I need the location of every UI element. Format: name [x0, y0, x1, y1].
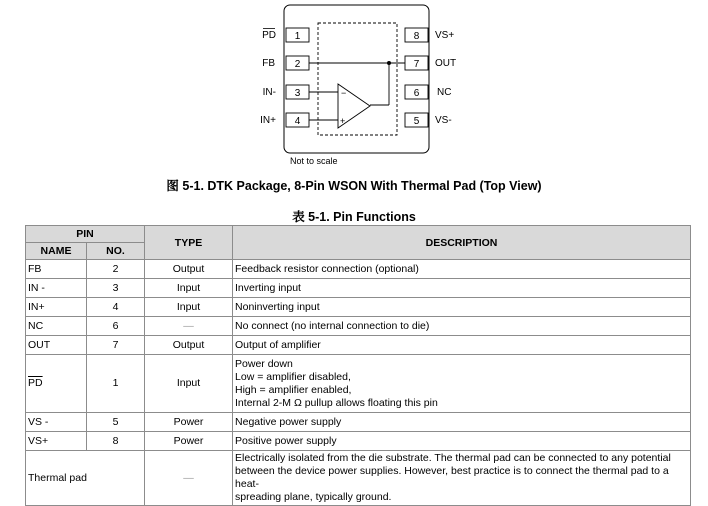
pin-number: 7: [87, 336, 145, 355]
not-to-scale-note: Not to scale: [290, 156, 338, 166]
pin-8-number: 8: [413, 31, 420, 42]
pin-4-label: IN+: [260, 115, 276, 126]
table-row: [26, 413, 691, 432]
pin-number: 8: [87, 432, 145, 451]
pin-5: [405, 113, 452, 127]
pin-number: 6: [87, 317, 145, 336]
pin-description: Inverting input: [233, 279, 691, 298]
pin-type: —: [145, 451, 233, 506]
pin-type: Input: [145, 355, 233, 413]
pin-name-pd: $\overline{PD}$: [28, 377, 43, 389]
pin-name: IN -: [26, 279, 87, 298]
pin-type: Power: [145, 413, 233, 432]
pin-number: 5: [87, 413, 145, 432]
table-row: [26, 336, 691, 355]
pin-functions-table: [25, 225, 691, 506]
pin-name: FB: [26, 260, 87, 279]
table-row: [26, 432, 691, 451]
pin-description: Noninverting input: [233, 298, 691, 317]
header-no: NO.: [87, 243, 145, 260]
pin-description: Positive power supply: [233, 432, 691, 451]
pin-2-number: 2: [294, 59, 301, 70]
package-outline: [284, 5, 429, 153]
pin-type: —: [145, 317, 233, 336]
description-line: Electrically isolated from the die substrate. The thermal pad can be connected to any potential: [235, 452, 671, 464]
pin-type: Output: [145, 260, 233, 279]
pin-6: [405, 85, 451, 99]
header-pin: PIN: [26, 226, 145, 243]
pin-7-label: OUT: [435, 58, 457, 69]
pin-number: 2: [87, 260, 145, 279]
pin-5-label: VS-: [435, 115, 452, 126]
header-description: DESCRIPTION: [233, 226, 691, 260]
description-line: Internal 2-M Ω pullup allows floating this pin: [235, 396, 438, 409]
pin-name: [26, 355, 87, 413]
pin-number: 1: [87, 355, 145, 413]
output-node-dot: [387, 61, 391, 65]
pin-3: [263, 85, 309, 99]
description-line: Power down: [235, 357, 293, 370]
opamp-minus-sign: −: [341, 88, 347, 98]
pin-7: [405, 56, 456, 70]
table-row: [26, 355, 691, 413]
pin-2-label: FB: [262, 58, 275, 69]
pin-3-label: IN-: [262, 87, 276, 98]
pin-6-number: 6: [413, 88, 420, 99]
pin-type: Input: [145, 279, 233, 298]
table-caption: 表 5-1. Pin Functions: [292, 210, 416, 224]
pin-name: VS -: [26, 413, 87, 432]
thermal-pad-outline: [318, 23, 397, 135]
description-line: Low = amplifier disabled,: [235, 370, 351, 383]
pin-description: Feedback resistor connection (optional): [233, 260, 691, 279]
table-row: [26, 298, 691, 317]
description-line: between the device power supplies. However, best practice is to connect the thermal pad to a heat-: [235, 465, 669, 490]
pin-name: VS+: [26, 432, 87, 451]
pin-7-number: 7: [413, 59, 420, 70]
table-row: [26, 317, 691, 336]
table-header-row: [26, 226, 691, 243]
pin-1: [262, 28, 309, 42]
opamp-plus-sign: +: [340, 116, 346, 126]
pin-description: Output of amplifier: [233, 336, 691, 355]
pin-description: Negative power supply: [233, 413, 691, 432]
pin-type: Output: [145, 336, 233, 355]
header-name: NAME: [26, 243, 87, 260]
pin-1-number: 1: [294, 31, 301, 42]
pin-type: Power: [145, 432, 233, 451]
pin-3-number: 3: [294, 88, 301, 99]
header-type: TYPE: [145, 226, 233, 260]
pin-8: [405, 28, 454, 42]
pin-6-label: NC: [437, 87, 452, 98]
pin-description: No connect (no internal connection to die): [233, 317, 691, 336]
table-row: [26, 260, 691, 279]
pin-name: OUT: [26, 336, 87, 355]
pin-name: IN+: [26, 298, 87, 317]
table-row: [26, 279, 691, 298]
pin-1-label: PD: [262, 30, 276, 41]
table-row: [26, 451, 691, 506]
description-line: spreading plane, typically ground.: [235, 491, 392, 503]
pin-number: 3: [87, 279, 145, 298]
pin-type: Input: [145, 298, 233, 317]
pin-8-label: VS+: [435, 30, 455, 41]
description-line: High = amplifier enabled,: [235, 383, 352, 396]
pin-description: [233, 451, 691, 506]
figure-caption: 图 5-1. DTK Package, 8-Pin WSON With Thermal Pad (Top View): [166, 179, 542, 193]
package-pinout-diagram: [0, 0, 708, 172]
pin-description: [233, 355, 691, 413]
pin-5-number: 5: [413, 116, 420, 127]
pin-4-number: 4: [294, 116, 301, 127]
pin-name: Thermal pad: [26, 451, 145, 506]
pin-name: NC: [26, 317, 87, 336]
pin-number: 4: [87, 298, 145, 317]
pin-4: [260, 113, 309, 127]
pin-2: [262, 56, 309, 70]
